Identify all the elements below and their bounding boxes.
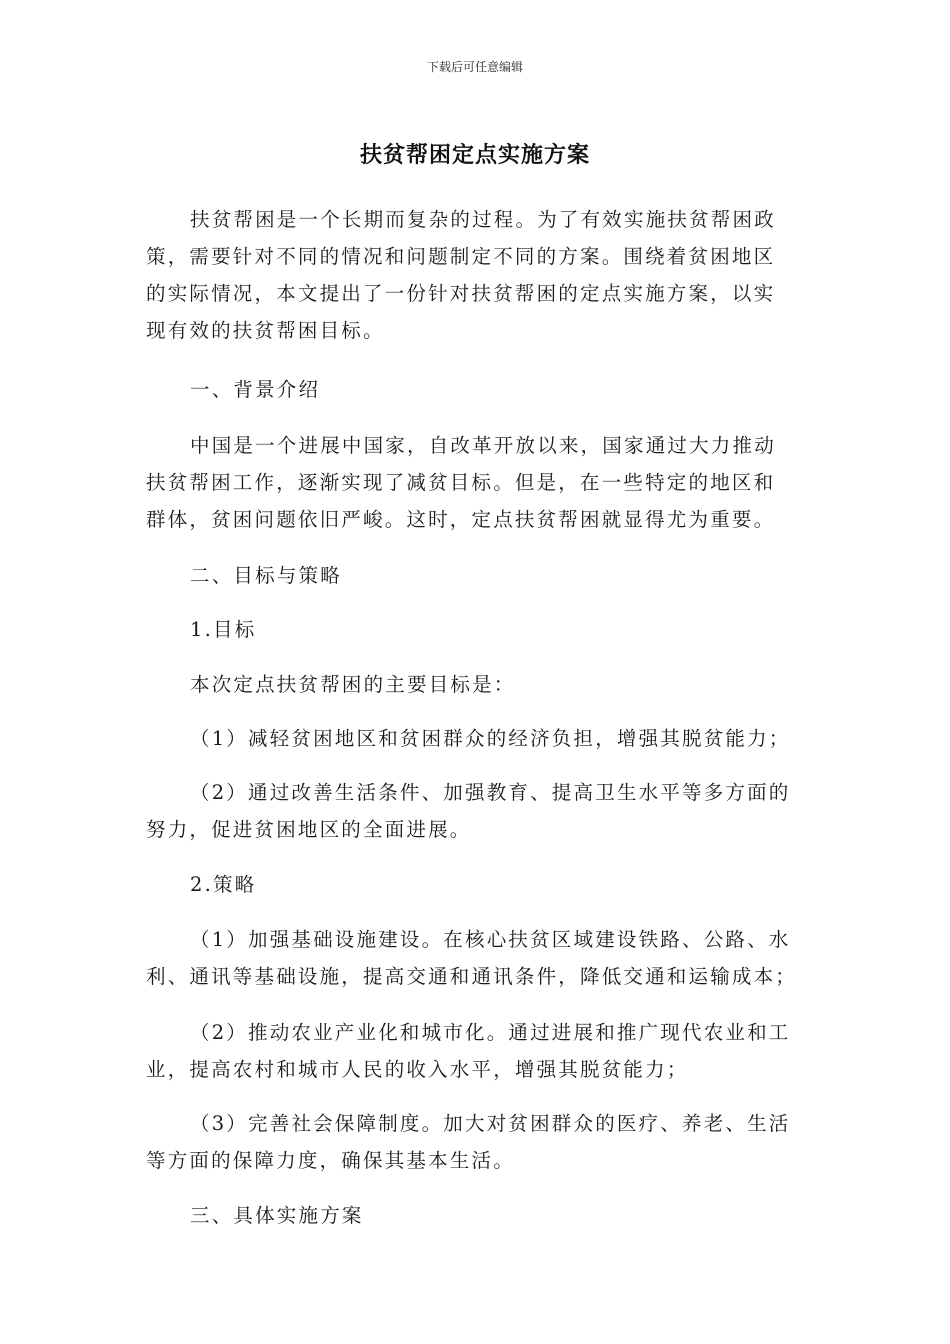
strategy-item-3-line-1: （3）完善社会保障制度。加大对贫困群众的医疗、养老、生活 <box>190 1112 791 1135</box>
strategy-item-2-line-2: 业，提高农村和城市人民的收入水平，增强其脱贫能力； <box>146 1058 689 1081</box>
section3-heading: 三、具体实施方案 <box>190 1204 364 1227</box>
strategy-item-1-line-1: （1）加强基础设施建设。在核心扶贫区域建设铁路、公路、水 <box>190 928 791 951</box>
strategy-heading: 2.策略 <box>190 873 257 896</box>
section2-heading: 二、目标与策略 <box>190 564 342 587</box>
strategy-item-1-line-2: 利、通讯等基础设施，提高交通和通讯条件，降低交通和运输成本； <box>146 965 798 988</box>
strategy-item-3-line-2: 等方面的保障力度，确保其基本生活。 <box>146 1149 515 1172</box>
strategy-item-2-line-1: （2）推动农业产业化和城市化。通过进展和推广现代农业和工 <box>190 1021 791 1044</box>
goal-item-1: （1）减轻贫困地区和贫困群众的经济负担，增强其脱贫能力； <box>190 727 791 750</box>
goal-item-2-line-2: 努力，促进贫困地区的全面进展。 <box>146 818 472 841</box>
intro-line-3: 的实际情况，本文提出了一份针对扶贫帮困的定点实施方案，以实 <box>146 282 776 305</box>
section1-line-2: 扶贫帮困工作，逐渐实现了减贫目标。但是，在一些特定的地区和 <box>146 471 776 494</box>
goal-item-2-line-1: （2）通过改善生活条件、加强教育、提高卫生水平等多方面的 <box>190 781 791 804</box>
intro-line-2: 策，需要针对不同的情况和问题制定不同的方案。围绕着贫困地区 <box>146 245 776 268</box>
section1-line-1: 中国是一个进展中国家，自改革开放以来，国家通过大力推动 <box>190 434 776 457</box>
intro-line-4: 现有效的扶贫帮困目标。 <box>146 319 385 342</box>
header-note: 下载后可任意编辑 <box>426 60 523 74</box>
document-title: 扶贫帮困定点实施方案 <box>359 143 590 168</box>
goal-intro: 本次定点扶贫帮困的主要目标是： <box>190 673 516 696</box>
goal-heading: 1.目标 <box>190 618 257 641</box>
section1-heading: 一、背景介绍 <box>190 378 321 401</box>
intro-line-1: 扶贫帮困是一个长期而复杂的过程。为了有效实施扶贫帮困政 <box>190 208 776 231</box>
section1-line-3: 群体，贫困问题依旧严峻。这时，定点扶贫帮困就显得尤为重要。 <box>146 508 776 531</box>
